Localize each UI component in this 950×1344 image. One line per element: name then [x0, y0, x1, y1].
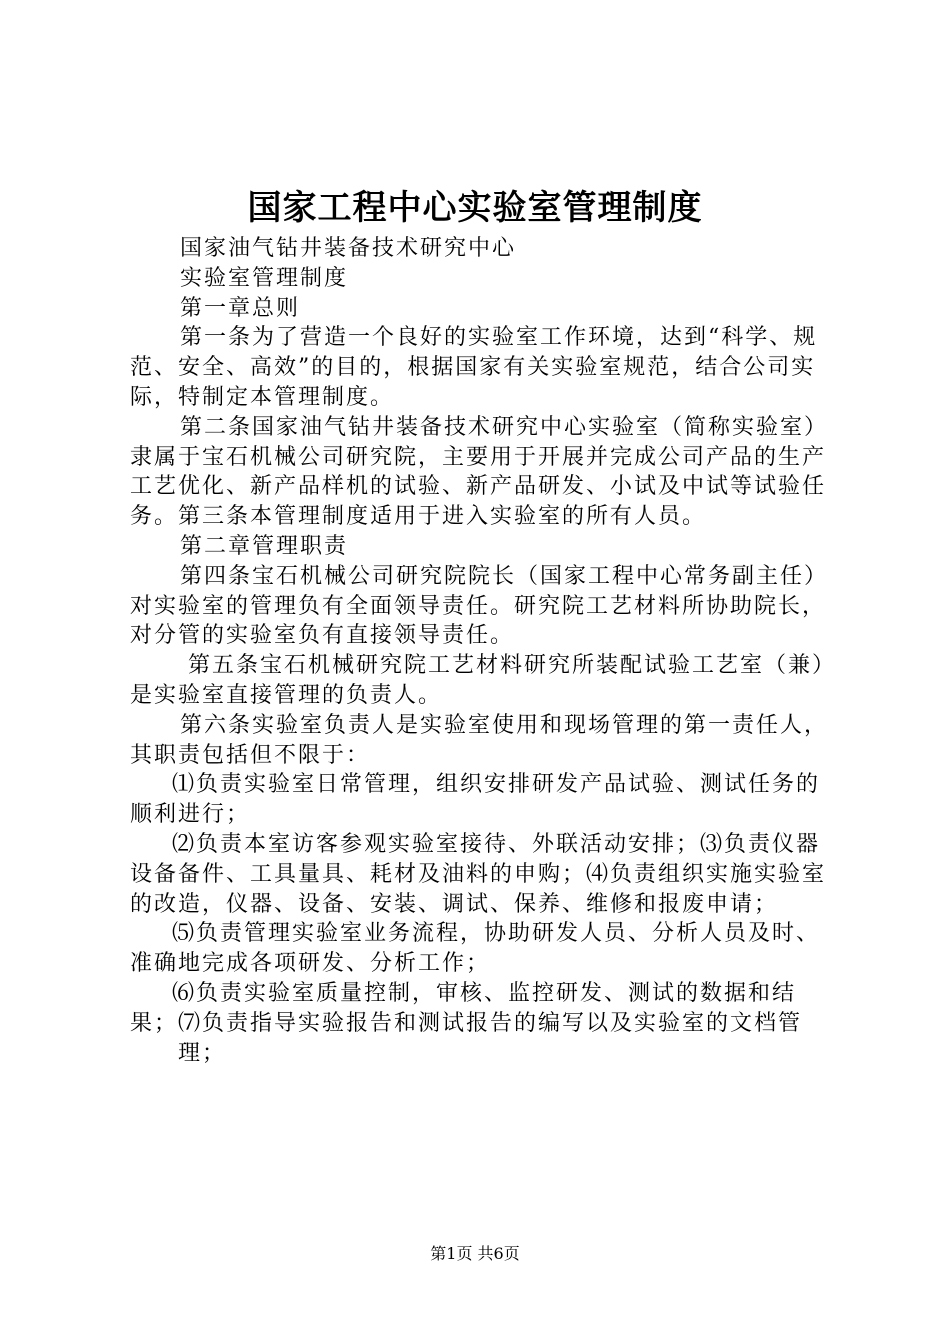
- page-number-footer: 第1页 共6页: [430, 1244, 520, 1263]
- article-1: 第一条为了营造一个良好的实验室工作环境，达到“科学、规范、安全、高效”的目的，根据国家有关实验室规范，结合公司实际，特制定本管理制度。: [130, 325, 818, 410]
- duty-items-6-7: ⑹负责实验室质量控制，审核、监控研发、测试的数据和结果；⑺负责指导实验报告和测试报告的编写以及实验室的文档管: [130, 980, 803, 1036]
- duty-item-5: ⑸负责管理实验室业务流程，协助研发人员、分析人员及时、准确地完成各项研发、分析工作；: [130, 921, 821, 977]
- document-body: [130, 234, 838, 1068]
- duty-items-2-4: ⑵负责本室访客参观实验室接待、外联活动安排；⑶负责仪器设备备件、工具量具、耗材及油料的申购；⑷负责组织实施实验室的改造，仪器、设备、安装、调试、保养、维修和报废申请；: [130, 831, 827, 917]
- chapter-heading-1: 第一章总则: [180, 295, 301, 321]
- paragraph-subtitle: 实验室管理制度: [180, 265, 349, 291]
- duty-item-1: ⑴负责实验室日常管理，组织安排研发产品试验、测试任务的顺利进行；: [130, 772, 821, 828]
- article-6: 第六条实验室负责人是实验室使用和现场管理的第一责任人，其职责包括但不限于：: [130, 712, 829, 768]
- chapter-heading-2: 第二章管理职责: [180, 533, 349, 559]
- document-title: 国家工程中心实验室管理制度: [247, 188, 703, 228]
- article-4: 第四条宝石机械公司研究院院长（国家工程中心常务副主任）对实验室的管理负有全面领导责任。研究院工艺材料所协助院长，对分管的实验室负有直接领导责任。: [130, 563, 829, 649]
- article-5: 第五条宝石机械研究院工艺材料研究所装配试验工艺室（兼）是实验室直接管理的负责人。: [130, 653, 837, 708]
- paragraph-continuation: 理；: [178, 1040, 227, 1066]
- article-2-3: 第二条国家油气钻井装备技术研究中心实验室（简称实验室）隶属于宝石机械公司研究院，主要用于开展并完成公司产品的生产工艺优化、新产品样机的试验、新产品研发、小试及中试等试验任务。第三条本管理制度适用于进入实验室的所有人员。: [130, 414, 829, 530]
- paragraph-center-name: 国家油气钻井装备技术研究中心: [180, 236, 517, 261]
